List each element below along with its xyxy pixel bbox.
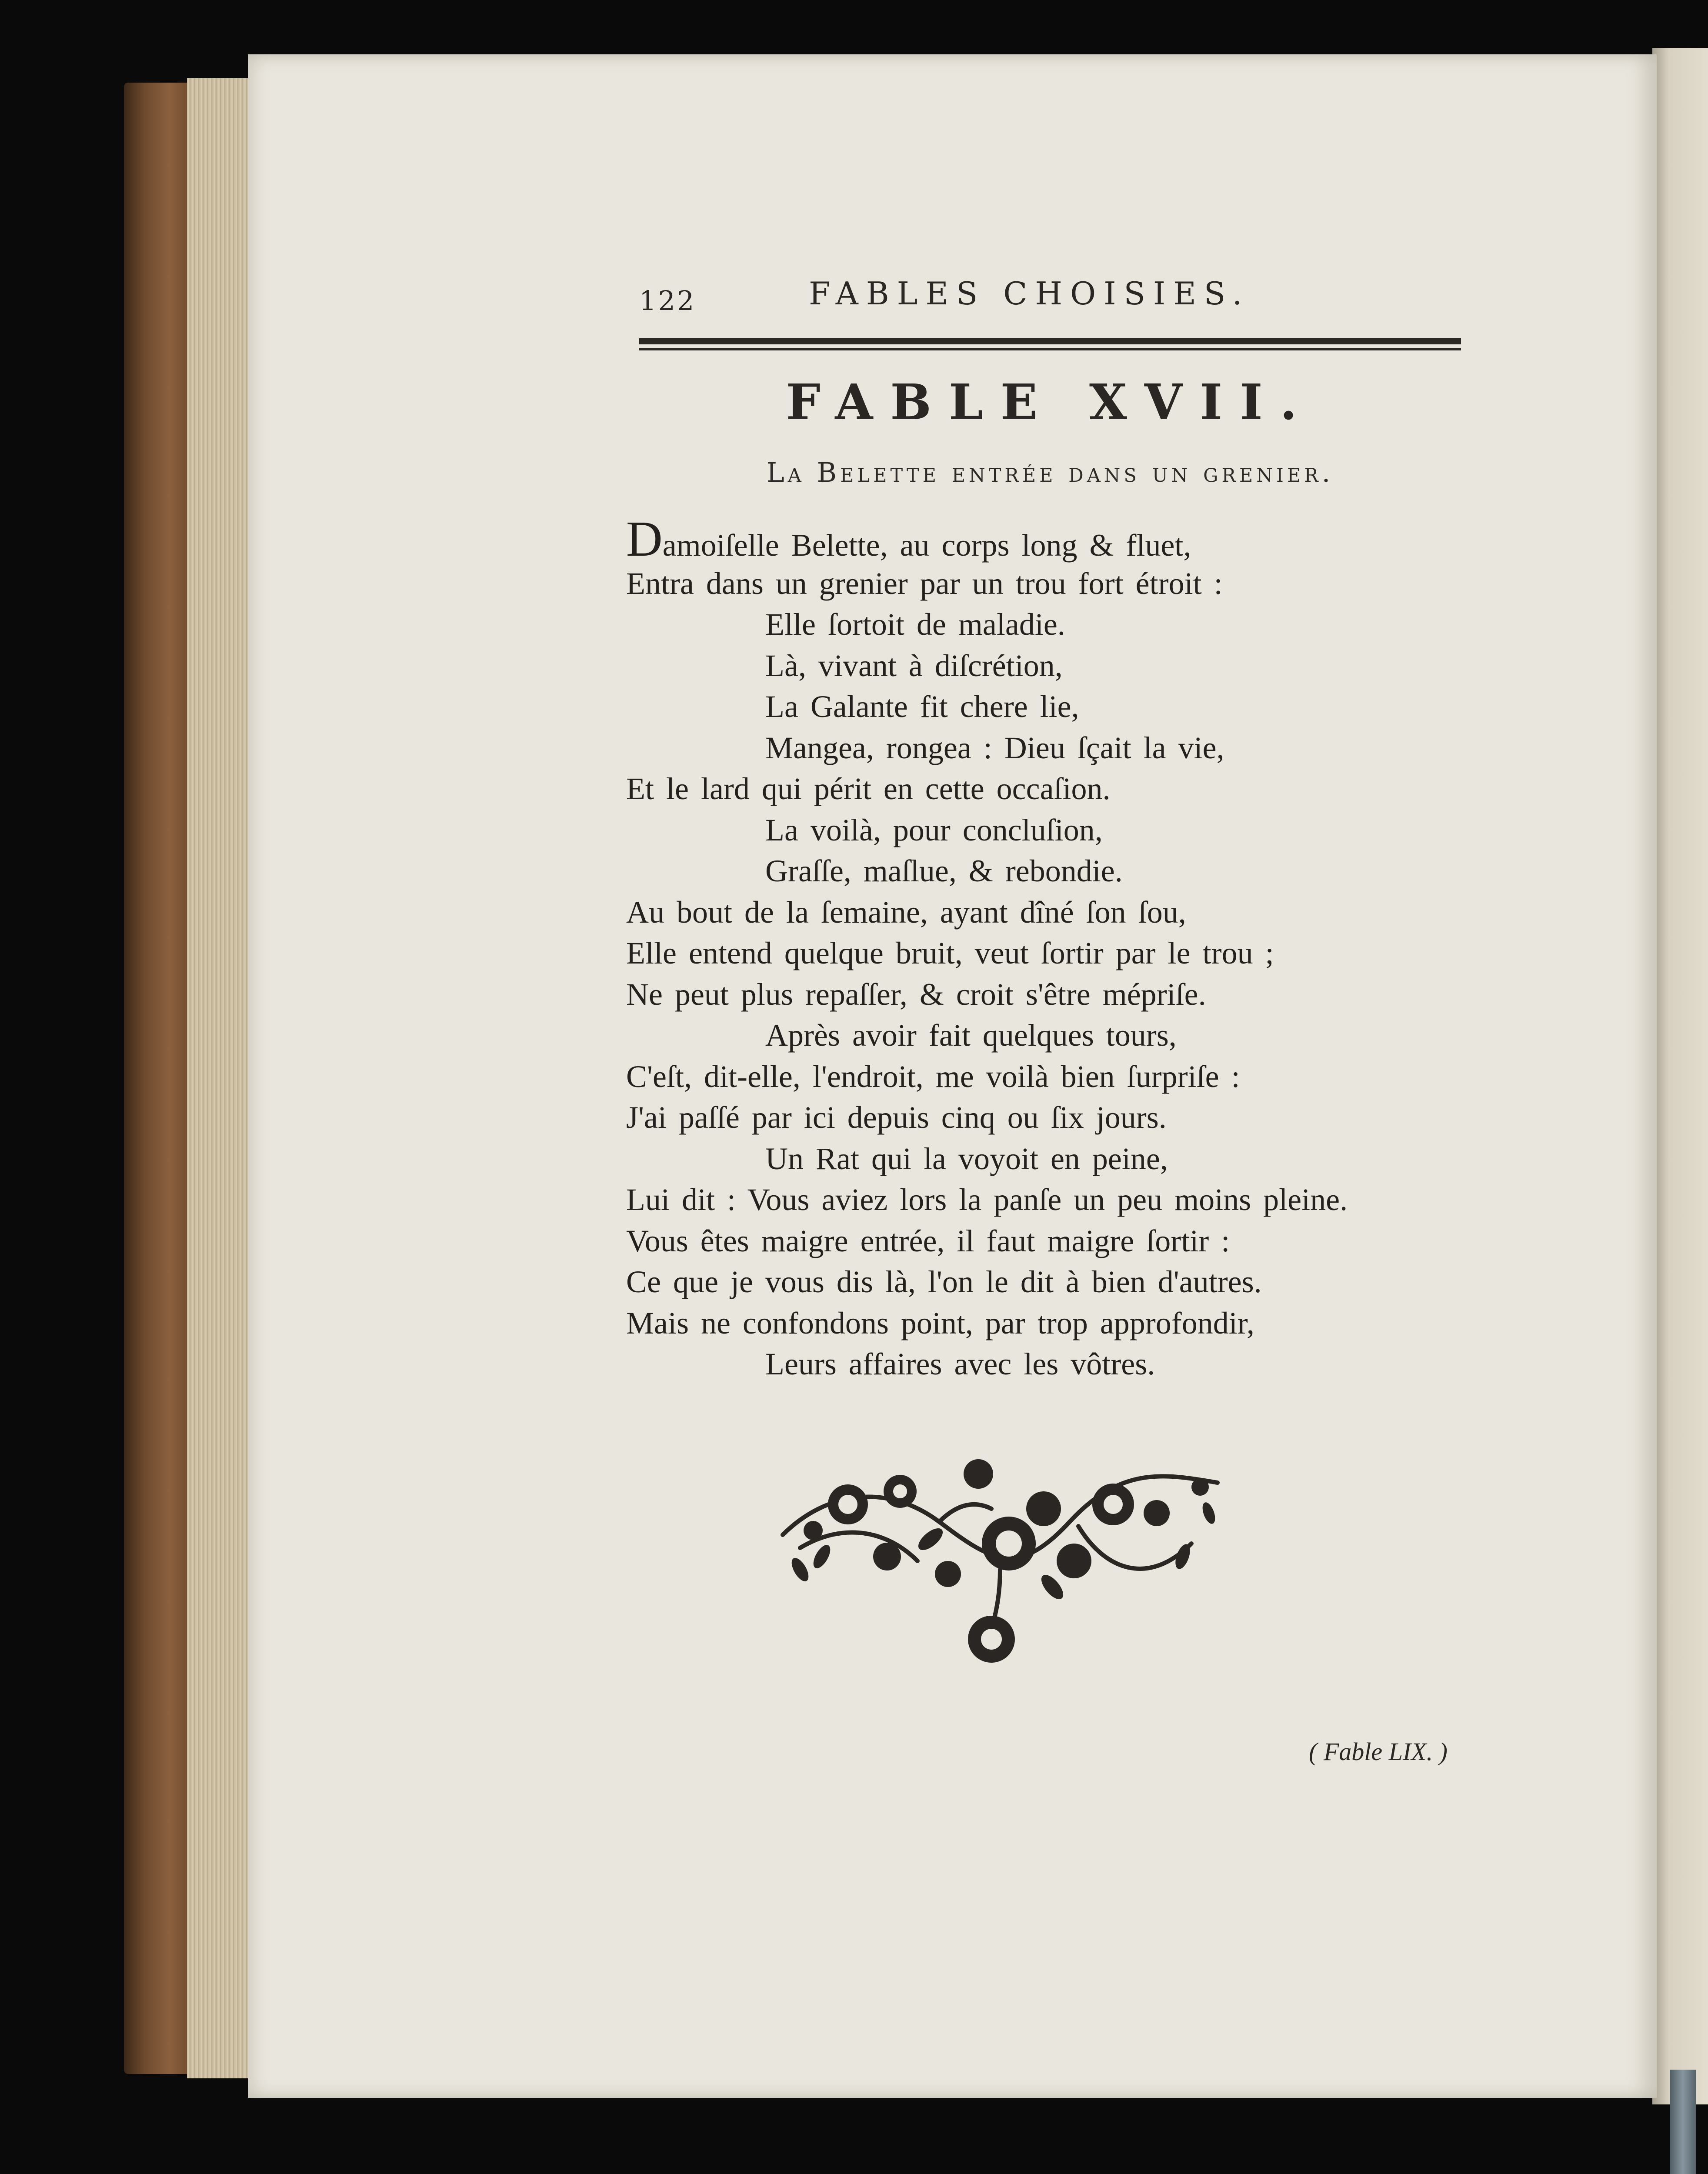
running-title: FABLES CHOISIES. (809, 275, 1250, 312)
poem-line-19: Ce que je vous dis là, l'on le dit à bien d'autres. (626, 1264, 1262, 1299)
fable-subtitle: La Belette entrée dans un grenier. (766, 457, 1334, 488)
header-rule (639, 338, 1461, 352)
poem-line-14: C'eſt, dit-elle, l'endroit, me voilà bien ſurpriſe : (626, 1059, 1240, 1094)
footer-note: ( Fable LIX. ) (1309, 1737, 1448, 1766)
poem-line-10: Au bout de la ſemaine, ayant dîné ſon ſou, (626, 894, 1186, 930)
facing-page-edge (1652, 48, 1708, 2104)
poem-line-6: Mangea, rongea : Dieu ſçait la vie, (765, 730, 1224, 765)
floral-garland-icon (774, 1457, 1226, 1665)
header-rule-thin (639, 348, 1461, 350)
poem-line-2: Entra dans un grenier par un trou fort étroit : (626, 566, 1223, 601)
poem-line-20: Mais ne confondons point, par trop approfondir, (626, 1305, 1254, 1340)
page-number: 122 (639, 285, 696, 317)
poem-line-3: Elle ſortoit de maladie. (765, 607, 1065, 642)
header-rule-thick (639, 338, 1461, 344)
fable-title: FABLE XVII. (786, 374, 1314, 431)
poem-line-8: La voilà, pour concluſion, (765, 812, 1103, 847)
poem-line-13: Après avoir fait quelques tours, (765, 1018, 1177, 1053)
poem-line-text: amoiſelle Belette, au corps long & fluet, (662, 528, 1191, 563)
poem-line-15: J'ai paſſé par ici depuis cinq ou ſix jours. (626, 1100, 1167, 1135)
page-edges (187, 78, 248, 2078)
poem-line-11: Elle entend quelque bruit, veut ſortir par le trou ; (626, 936, 1274, 970)
poem-line-18: Vous êtes maigre entrée, il faut maigre ſortir : (626, 1223, 1230, 1258)
poem-line-5: La Galante fit chere lie, (765, 689, 1079, 724)
drop-cap: D (626, 511, 663, 567)
bookmark-ribbon (1670, 2070, 1696, 2174)
poem-line-9: Graſſe, maſlue, & rebondie. (765, 854, 1123, 888)
page-header (639, 272, 1287, 320)
poem-text (626, 511, 1452, 1385)
poem-line-21: Leurs affaires avec les vôtres. (765, 1347, 1155, 1381)
poem-line-4: Là, vivant à diſcrétion, (765, 648, 1063, 683)
poem-line-17: Lui dit : Vous aviez lors la panſe un peu moins pleine. (626, 1182, 1348, 1217)
poem-line-1 (626, 511, 1452, 567)
poem-line-7: Et le lard qui périt en cette occaſion. (626, 771, 1111, 806)
poem-line-16: Un Rat qui la voyoit en peine, (765, 1141, 1168, 1176)
poem-line-12: Ne peut plus repaſſer, & croit s'être mépriſe. (626, 977, 1206, 1012)
